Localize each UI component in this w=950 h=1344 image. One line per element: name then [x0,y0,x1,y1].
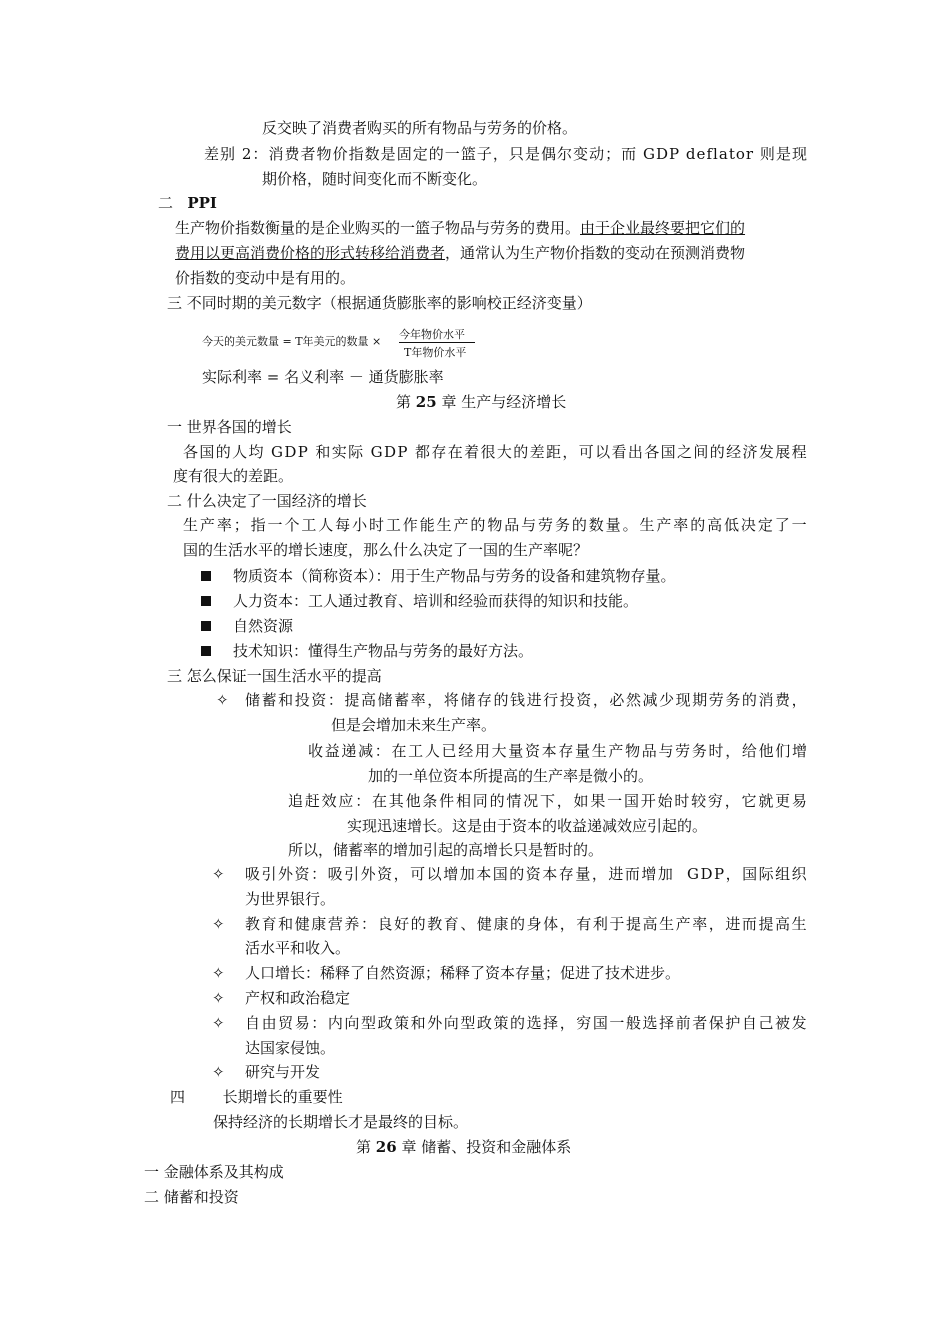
section-4-number: 四 [170,1088,186,1106]
four-point-star-icon: ✧ [212,865,225,883]
section-saving-investment: 二 储蓄和投资 [144,1188,239,1206]
four-point-star-icon: ✧ [216,691,229,709]
section-world-growth: 一 世界各国的增长 [167,418,292,436]
section-4-title: 长期增长的重要性 [222,1088,343,1106]
chapter-25-number: 25 [415,393,437,411]
ppi-heading [158,193,217,213]
chapter-26-title [356,1137,571,1157]
diff2-line1: 差 别 2 ： 消 费 者 物 价 指 数 是 固 定 的 一 篮 子 ， 只 是 偶 尔 变 动 ； 而 G D P d e f l a t o r 则 是 现 [204,145,807,163]
diff2-line2: 期价格，随时间变化而不断变化。 [262,170,488,188]
ppi-p2b: ，通常认为生产物价指数的变动在预测消费物 [445,244,746,262]
four-point-star-icon: ✧ [212,1063,225,1081]
factor-physical-capital: 物质资本（简称资本）：用于生产物品与劳务的设备和建筑物存量。 [233,567,676,585]
section-growth-determinants: 二 什么决定了一国经济的增长 [167,492,367,510]
ppi-p1a: 生产物价指数衡量的是企业购买的一篮子物品与劳务的费用。 [175,219,581,237]
four-point-star-icon: ✧ [212,964,225,982]
world-growth-p1: 各 国 的 人 均 G D P 和 实 际 G D P 都 存 在 着 很 大 的 差 距 ， 可 以 看 出 各 国 之 间 的 经 济 发 展 程 [183,443,807,461]
chapter-25-pre: 第 [396,393,412,411]
catch-up-line1: 追 赶 效 应 ： 在 其 他 条 件 相 同 的 情 况 下 ， 如 果 一 国 开 始 时 较 穷 ， 它 就 更 易 [288,792,807,810]
section-living-standards: 三 怎么保证一国生活水平的提高 [167,667,382,685]
diff1-continuation: 反交映了消费者购买的所有物品与劳务的价格。 [262,119,578,137]
four-point-star-icon: ✧ [212,1014,225,1032]
square-bullet-icon [201,646,211,656]
saving-investment-line1: 储 蓄 和 投 资 ： 提 高 储 蓄 率 ， 将 储 存 的 钱 进 行 投 资 ， 必 然 减 少 现 期 劳 务 的 消 费 ， [245,691,807,709]
factor-human-capital: 人力资本：工人通过教育、培训和经验而获得的知识和技能。 [233,592,639,610]
ppi-paragraph-line1 [175,218,745,238]
free-trade-line2: 达国家侵蚀。 [245,1039,336,1057]
foreign-investment-line1: 吸 引 外 资 ： 吸 引 外 资 ， 可 以 增 加 本 国 的 资 本 存 量 ， 进 而 增 加 G D P ， 国 际 组 织 [245,865,807,883]
chapter-26-pre: 第 [356,1138,372,1156]
diminishing-returns-line2: 加的一单位资本所提高的生产率是微小的。 [368,767,654,785]
property-rights: 产权和政治稳定 [245,989,351,1007]
section-financial-system: 一 金融体系及其构成 [144,1163,284,1181]
formula-lhs: 今天的美元数量 = T年美元的数量 × [202,335,382,348]
four-point-star-icon: ✧ [212,915,225,933]
chapter-25-post: 章 生产与经济增长 [441,393,567,411]
world-growth-p2: 度有很大的差距。 [173,467,294,485]
ppi-p1b-underlined: 由于企业最终要把它们的 [580,219,746,237]
free-trade-line1: 自 由 贸 易 ： 内 向 型 政 策 和 外 向 型 政 策 的 选 择 ， 穷 国 一 般 选 择 前 者 保 护 自 己 被 发 [245,1014,807,1032]
ppi-title: PPI [187,194,217,212]
education-health-line2: 活水平和收入。 [245,939,351,957]
productivity-p1: 生 产 率 ； 指 一 个 工 人 每 小 时 工 作 能 生 产 的 物 品 与 劳 务 的 数 量 。 生 产 率 的 高 低 决 定 了 一 [183,516,807,534]
saving-investment-line2: 但是会增加未来生产率。 [331,716,497,734]
education-health-line1: 教 育 和 健 康 营 养 ： 良 好 的 教 育 、 健 康 的 身 体 ， 有 利 于 提 高 生 产 率 ， 进 而 提 高 生 [245,915,807,933]
formula-numerator: 今年物价水平 [399,328,465,341]
research-development: 研究与开发 [245,1063,321,1081]
foreign-investment-line2: 为世界银行。 [245,890,336,908]
dollar-heading: 三 不同时期的美元数字（根据通货膨胀率的影响校正经济变量） [167,294,592,312]
chapter-26-post: 章 储蓄、投资和金融体系 [401,1138,572,1156]
square-bullet-icon [201,596,211,606]
productivity-p2: 国的生活水平的增长速度，那么什么决定了一国的生产率呢？ [183,541,589,559]
section-long-run-growth [170,1087,343,1107]
ppi-number: 二 [158,194,174,212]
ppi-p2a-underlined: 费用以更高消费价格的形式转移给消费者 [175,244,446,262]
ppi-paragraph-line3: 价指数的变动中是有用的。 [175,269,356,287]
catch-up-line2: 实现迅速增长。这是由于资本的收益递减效应引起的。 [347,817,708,835]
population-growth: 人口增长：稀释了自然资源；稀释了资本存量；促进了技术进步。 [245,964,681,982]
ppi-paragraph-line2 [175,243,745,263]
square-bullet-icon [201,571,211,581]
chapter-26-number: 26 [375,1138,397,1156]
formula-denominator: T年物价水平 [404,346,467,359]
factor-technology: 技术知识：懂得生产物品与劳务的最好方法。 [233,642,534,660]
saving-conclusion: 所以，储蓄率的增加引起的高增长只是暂时的。 [288,841,604,859]
diminishing-returns-line1: 收 益 递 减 ： 在 工 人 已 经 用 大 量 资 本 存 量 生 产 物 品 与 劳 务 时 ， 给 他 们 增 [308,742,807,760]
real-interest-formula: 实际利率 = 名义利率 － 通货膨胀率 [202,368,444,386]
square-bullet-icon [201,621,211,631]
factor-natural-resources: 自然资源 [233,617,294,635]
fraction-bar [399,342,475,343]
four-point-star-icon: ✧ [212,989,225,1007]
chapter-25-title [396,392,566,412]
long-run-growth-text: 保持经济的长期增长才是最终的目标。 [213,1113,469,1131]
